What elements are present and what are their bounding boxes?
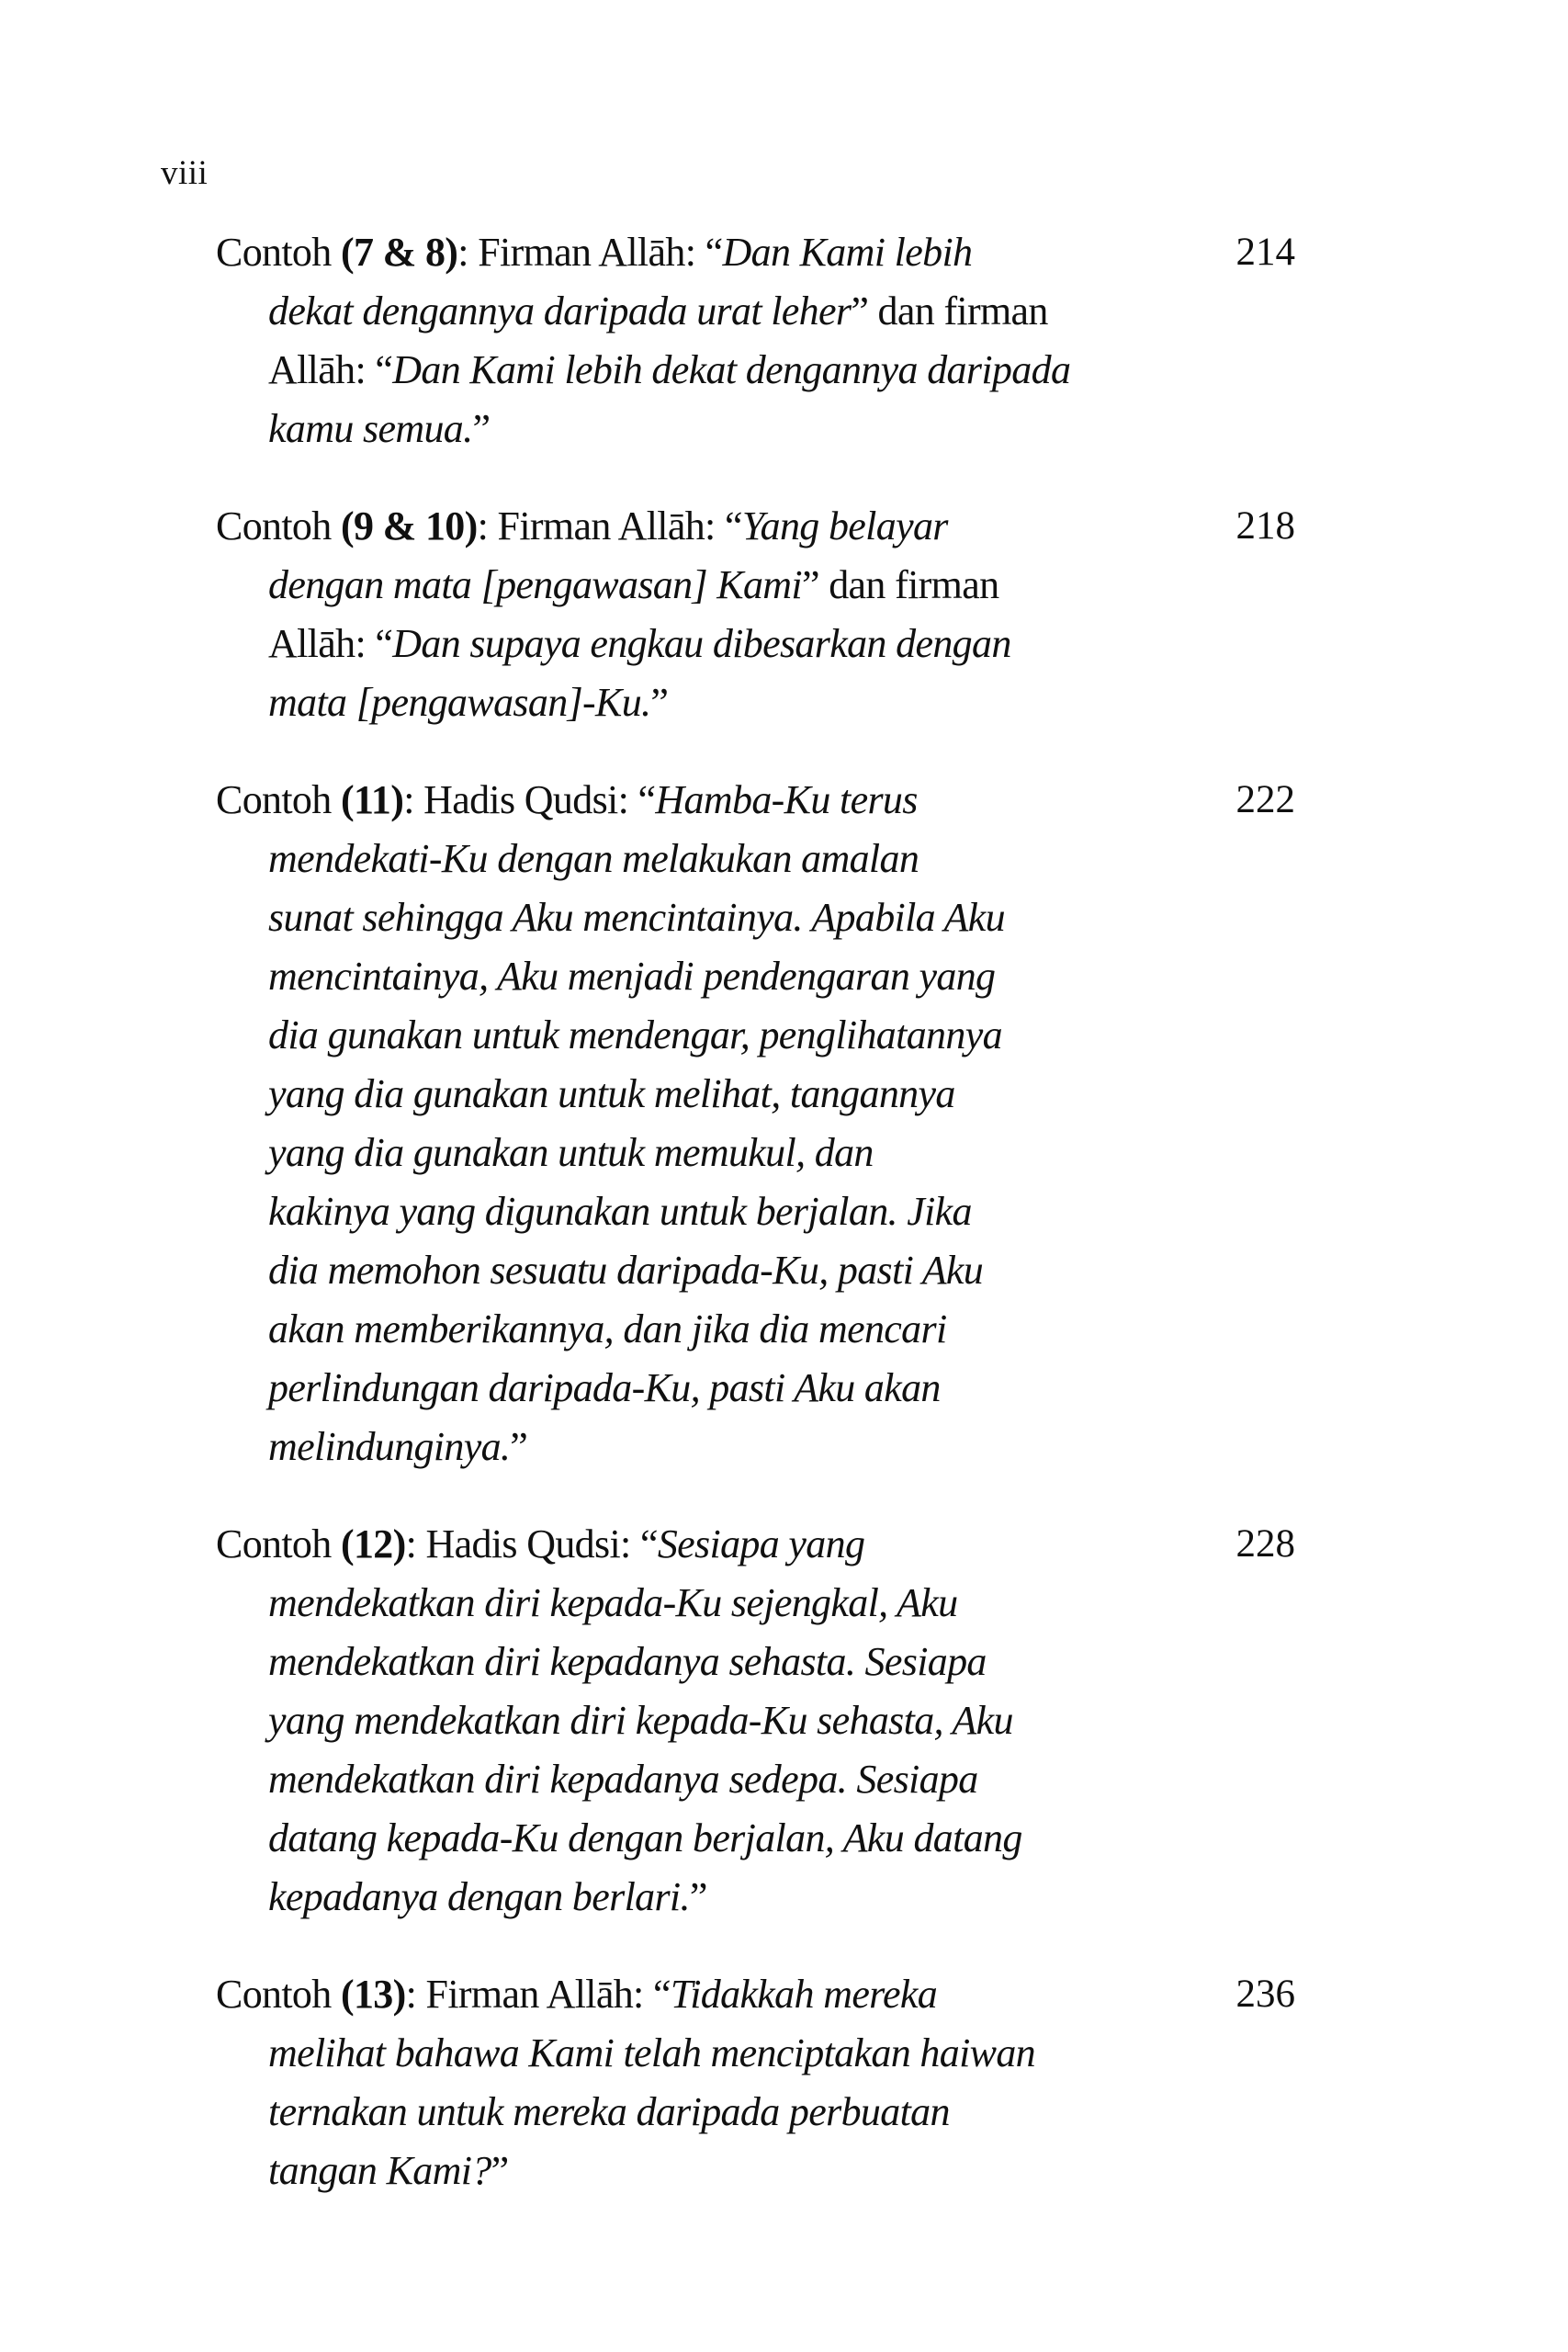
toc-entry — [216, 771, 1295, 1476]
toc-entry-page-number: 214 — [1235, 231, 1295, 274]
toc-entry — [216, 497, 1295, 732]
text-segment: : Firman Allāh: “ — [457, 230, 723, 275]
text-segment: Contoh — [216, 503, 341, 548]
toc-entry-page-number: 218 — [1235, 504, 1295, 548]
toc-entry-line — [216, 1574, 1144, 1633]
text-segment: (13) — [340, 1972, 406, 2017]
toc-entry-line — [216, 1300, 1144, 1359]
text-segment: tangan Kami? — [268, 2148, 491, 2193]
text-segment: ” dan firman — [851, 288, 1048, 334]
toc-entry-line — [216, 1359, 1144, 1418]
text-segment: yang dia gunakan untuk melihat, tangannya — [268, 1071, 955, 1116]
text-segment: melindunginya. — [268, 1424, 511, 1469]
text-segment: perlindungan daripada-Ku, pasti Aku akan — [268, 1365, 941, 1410]
toc-entry-page-number: 228 — [1235, 1522, 1295, 1566]
toc-entry-line — [216, 771, 1144, 830]
text-segment: melihat bahawa Kami telah menciptakan haiwan — [268, 2030, 1035, 2075]
text-segment: ternakan untuk mereka daripada perbuatan — [268, 2089, 950, 2134]
toc-entry-line — [216, 1065, 1144, 1124]
toc-entry-line — [216, 1750, 1144, 1809]
text-segment: (11) — [340, 777, 404, 822]
text-segment: yang dia gunakan untuk memukul, dan — [268, 1130, 874, 1175]
text-segment: Contoh — [216, 1521, 341, 1566]
toc-entry-page-number: 236 — [1235, 1973, 1295, 2016]
text-segment: mendekatkan diri kepadanya sedepa. Sesiapa — [268, 1757, 978, 1802]
toc-entry-line — [216, 673, 1144, 732]
text-segment: datang kepada-Ku dengan berjalan, Aku datang — [268, 1815, 1022, 1860]
toc-entries — [216, 223, 1295, 2239]
toc-entry-line — [216, 1868, 1144, 1927]
text-segment: dengan mata [pengawasan] Kami — [268, 562, 802, 607]
text-segment: mendekatkan diri kepadanya sehasta. Sesiapa — [268, 1639, 987, 1684]
text-segment: kamu semua. — [268, 406, 473, 451]
toc-entry-text — [216, 1515, 1144, 1927]
text-segment: ” — [510, 1424, 528, 1469]
toc-entry-line — [216, 1124, 1144, 1182]
text-segment: ” — [491, 2148, 509, 2193]
text-segment: ” dan firman — [801, 562, 999, 607]
toc-entry-line — [216, 615, 1144, 673]
text-segment: Allāh: “ — [268, 347, 393, 392]
text-segment: kepadanya dengan berlari. — [268, 1874, 690, 1919]
text-segment: (12) — [340, 1521, 406, 1566]
text-segment: dia memohon sesuatu daripada-Ku, pasti Aku — [268, 1248, 984, 1293]
text-segment: mendekatkan diri kepada-Ku sejengkal, Aku — [268, 1580, 958, 1625]
toc-entry-line — [216, 497, 1144, 556]
text-segment: yang mendekatkan diri kepada-Ku sehasta, Aku — [268, 1698, 1013, 1743]
text-segment: dia gunakan untuk mendengar, penglihatannya — [268, 1012, 1002, 1057]
text-segment: ” — [650, 680, 669, 725]
toc-entry-line — [216, 1809, 1144, 1868]
toc-entry-line — [216, 1182, 1144, 1241]
text-segment: sunat sehingga Aku mencintainya. Apabila Aku — [268, 895, 1005, 940]
text-segment: mendekati-Ku dengan melakukan amalan — [268, 836, 919, 881]
toc-entry-line — [216, 2142, 1144, 2200]
text-segment: mata [pengawasan]-Ku. — [268, 680, 651, 725]
toc-entry-line — [216, 1006, 1144, 1065]
toc-entry-line — [216, 1965, 1144, 2024]
toc-entry — [216, 1965, 1295, 2200]
toc-entry-line — [216, 223, 1144, 282]
text-segment: Dan Kami lebih — [722, 230, 973, 275]
text-segment: Hamba-Ku terus — [655, 777, 918, 822]
text-segment: Sesiapa yang — [657, 1521, 865, 1566]
toc-entry-text — [216, 497, 1144, 732]
toc-entry-text — [216, 771, 1144, 1476]
toc-entry-text — [216, 223, 1144, 458]
text-segment: Allāh: “ — [268, 621, 393, 666]
text-segment: mencintainya, Aku menjadi pendengaran yang — [268, 954, 996, 999]
text-segment: Tidakkah mereka — [670, 1972, 938, 2017]
text-segment: (9 & 10) — [340, 503, 478, 548]
text-segment: : Hadis Qudsi: “ — [403, 777, 656, 822]
text-segment: Dan Kami lebih dekat dengannya daripada — [392, 347, 1071, 392]
toc-entry-line — [216, 1515, 1144, 1574]
toc-entry-line — [216, 282, 1144, 341]
toc-entry-line — [216, 1241, 1144, 1300]
text-segment: ” — [689, 1874, 707, 1919]
text-segment: Dan supaya engkau dibesarkan dengan — [392, 621, 1011, 666]
toc-entry-line — [216, 1418, 1144, 1476]
text-segment: : Firman Allāh: “ — [477, 503, 742, 548]
text-segment: akan memberikannya, dan jika dia mencari — [268, 1306, 947, 1351]
toc-entry-line — [216, 341, 1144, 400]
text-segment: Contoh — [216, 1972, 341, 2017]
toc-entry-line — [216, 1633, 1144, 1691]
folio-page-number: viii — [161, 154, 209, 192]
text-segment: Contoh — [216, 777, 341, 822]
toc-entry-line — [216, 556, 1144, 615]
toc-entry-line — [216, 830, 1144, 888]
text-segment: : Firman Allāh: “ — [405, 1972, 671, 2017]
text-segment: Yang belayar — [741, 503, 948, 548]
toc-entry-line — [216, 400, 1144, 458]
toc-entry — [216, 1515, 1295, 1927]
text-segment: (7 & 8) — [340, 230, 458, 275]
toc-entry-line — [216, 947, 1144, 1006]
text-segment: ” — [472, 406, 491, 451]
text-segment: : Hadis Qudsi: “ — [405, 1521, 658, 1566]
toc-entry-text — [216, 1965, 1144, 2200]
toc-entry-line — [216, 1691, 1144, 1750]
text-segment: Contoh — [216, 230, 341, 275]
toc-entry-page-number: 222 — [1235, 778, 1295, 821]
text-segment: dekat dengannya daripada urat leher — [268, 288, 852, 334]
toc-entry — [216, 223, 1295, 458]
toc-entry-line — [216, 2083, 1144, 2142]
toc-entry-line — [216, 888, 1144, 947]
text-segment: kakinya yang digunakan untuk berjalan. Jika — [268, 1189, 972, 1234]
toc-entry-line — [216, 2024, 1144, 2083]
